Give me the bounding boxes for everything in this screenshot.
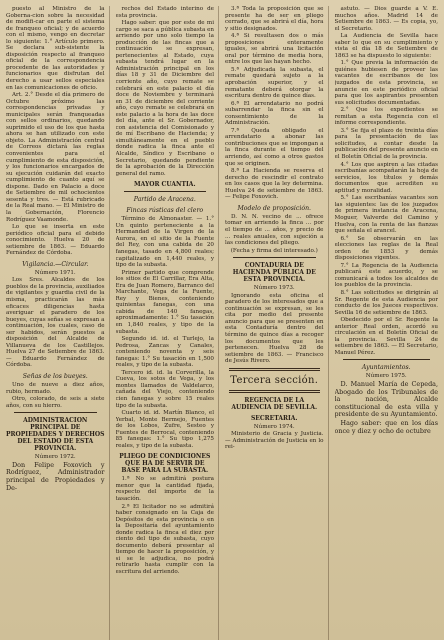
- divider: [233, 257, 316, 258]
- notice-number: Número 1975.: [365, 373, 407, 380]
- regencia-item: 8.° Las solicitudes se dirigirán al Sr. Regente de esta Audiencia por conducto de los Jueces respectivos. Sevilla 16 de setiembre de 1863.: [334, 289, 438, 316]
- regencia-closing: Obedecido por el Sr. Regente la anterior Real orden, acordó su circulación en el Boletín Oficial de la provincia. Sevilla 24 de setiembre de 1863. — El Secretario, Manuel Pérez.: [334, 317, 438, 356]
- divider: [229, 368, 320, 371]
- administration-continued: rechos del Estado interino de esta provincia.: [115, 6, 214, 19]
- section-heading-contaduria: CONTADURIA DE HACIENDA PÚBLICA DE ESTA PROVINCIA.: [232, 262, 316, 284]
- divider: [229, 390, 320, 393]
- regencia-item: 7.° La Regencia de la Audiencia publicará este acuerdo, y se comunicará a todos los alcaldes de los pueblos de la provincia.: [334, 262, 438, 289]
- regencia-item: 6.° Se observarán en las elecciones las reglas de la Real orden de 1853 y demás disposiciones vigentes.: [334, 235, 438, 262]
- description-item: Otro, colorado, de seis a siete años, con su hierro.: [6, 396, 105, 409]
- notice-number: Número 1974.: [253, 423, 295, 430]
- section-heading-modelo: Modelo de proposición.: [237, 204, 312, 212]
- decree-article-2: Art. 2.° Desde el día primero de Octubre próximo las correspondencias privadas y municipales serán franqueadas con sellos ordinarios, quedando suprimido el uso de los que hasta ahora se han utilizado con este objeto. La Administración central de Correos dictará las reglas convenientes para el cumplimiento de esta disposición, y los funcionarios encargados de su ejecución cuidarán del exacto cumplimiento de cuanto aquí se dispone. Dado en Palacio a doce de Setiembre de mil ochocientos sesenta y tres. — Está rubricado de la Real mano. — El Ministro de la Gobernación, Florencio Rodríguez Vaamonde.: [6, 92, 105, 223]
- section-heading-cuantia: MAYOR CUANTIA.: [133, 181, 196, 189]
- column-3: [225, 6, 329, 640]
- divider: [14, 412, 97, 413]
- section-heading-pliego: PLIEGO DE CONDICIONES QUE HA DE SERVIR DE BASE PARA LA SUBASTA.: [119, 453, 211, 475]
- ministry-notice: Ministerio de Gracia y Justicia. — Administración de Justicia en lo rei-: [225, 431, 324, 451]
- regencia-text: La Audiencia de Sevilla hace saber lo que en su cumplimiento y vista el día 18 de Setiembre de 1863 se ha dispuesto lo siguiente:: [334, 33, 438, 59]
- column-4: [335, 6, 439, 640]
- property-item: Cuarto id. id. Martín Blanco, el Yerbal, Monte Bermejo, Fuentes de los Lobos, Zufre, Sesteo y Fuentes de Berrocal, conteniendo 85 fanegas: 1.° Su tipo 1,275 reales, y tipo de la subasta.: [115, 410, 214, 449]
- condition-item: 7.ª Queda obligado el arrendatario a abonar las contribuciones que se impongan a la finca durante el tiempo del arriendo, así como a otros gastos que se originen.: [225, 127, 324, 167]
- regencia-item: 5.° Las escribanías vacantes son las siguientes: las de los juzgados de primera instancia de Aracena, Moguer, Valverde del Camino y Huelva, con la renta de las fianzas que señala el arancel.: [334, 195, 438, 235]
- administration-notice: Don Felipe Foxovich y Rodríguez, Administrador principal de Propiedades y De-: [6, 460, 105, 492]
- regencia-item: 2.° Que los expedientes se remitan a esta Regencia con el informe correspondiente.: [334, 107, 438, 127]
- auction-notice: Hago saber: que por este de mi cargo se saca a pública subasta en arriendo por uno solo tiempo la producción de las fincas que a continuación se expresan, pertenecientes al Estado, cuya subasta tendrá lugar en la Administración principal en los días 18 y 31 de Diciembre del corriente año, cuyo remate se celebrará en este palacio el día doce de Noviembre y terminará en 31 de diciembre del corriente año, cuyo remate se celebrará en este palacio a la hora de las doce del día, ante el Sr. Gobernador, con asistencia del Comisionado y de mí Escribano de Hacienda; y simultáneamente en el pueblo donde radica la finca ante el Alcalde, Síndico y Escribano o Secretario, quedando pendiente de la aprobación de la Dirección general del ramo.: [115, 20, 215, 177]
- decree-text: puesto al Ministro de la Goberna-cion sobre la necesidad de modifi-car en parte el sistema de franqueo oficial; y de acuerdo con el mismo, vengo en decretar lo siguiente: 1.° Artículo primero. Se declara sub-sistente la disposición respecto al franqueo oficial de la correspondencia procedente de las autoridades y funcionarios que disfrutan del derecho a usar sellos especiales en las comunicaciones de oficio.: [6, 6, 105, 91]
- column-1: [6, 6, 110, 640]
- model-proposal: D. N. N. vecino de ... ofrece tomar en arriendo la finca ... por el tiempo de ... años, y precio de ... reales anuales, con sujeción a las condiciones del pliego.: [225, 213, 324, 247]
- section-heading-partido: Partido de Aracena.: [133, 196, 196, 204]
- condition-item: 8.ª La Hacienda se reserva el derecho de rescindir el contrato en los casos que la ley determina. Huelva 24 de setiembre de 1863. — Felipe Foxovich.: [225, 168, 324, 201]
- signature-note: (Fecha y firma del interesado.): [230, 247, 318, 254]
- notice-number: Número 1972.: [34, 454, 76, 461]
- mayor-notice-continued: Hago saber: que en los días once y diez y ocho de octubre: [334, 418, 438, 435]
- description-item: Uno de nueve a diez años, rubio, hermado.: [6, 381, 105, 395]
- divider: [343, 359, 431, 360]
- section-heading-tercera: Tercera sección.: [230, 374, 319, 386]
- property-item: Tercero id. id. la Corverilla, la Cueva, los sotos de Vega, y los montes llamados de Valdelarco, cañada del Viejo, conteniendo cien fanegas y sobre 15 reales tipo de la subasta.: [115, 369, 214, 409]
- condition-item: 3.ª Toda la proposición que se presente ha de ser en pliego cerrado, que se abrirá el día, hora y sitio designados.: [225, 6, 324, 32]
- notice-number: Número 1971.: [34, 269, 76, 276]
- divider: [124, 191, 207, 192]
- condition-item: 5.ª Adjudicada la subasta, el remate quedará sujeto a la aprobación superior, y el rematante deberá otorgar la escritura dentro de quince días.: [225, 66, 324, 100]
- regencia-text: astuto. — Dios guarde a V. E. muchos años. Madrid 14 de Setiembre de 1863. — Es copia, yo, el Secretario.: [334, 6, 438, 32]
- property-item: Término de Almonaster. — 1.° Un quinto perteneciente a la Hermandad de la Virgen de la Aurora, en el sitio de la Fuente del Rey, con una cabida de 20 fanegas, tasado en 4,800 reales; capitalizado en 1,440 reales, y tipo de la subasta.: [115, 216, 214, 269]
- notice-number: Número 1973.: [253, 285, 295, 292]
- section-heading-senas: Señas de los bueyes.: [22, 372, 88, 380]
- section-heading-administracion: ADMINISTRACION PRINCIPAL DE PROPIEDADES Y DERECHOS DEL ESTADO DE ESTA PROVINCIA.: [6, 417, 105, 453]
- property-item: Primer partido que comprende los sitios de El Carrillar, Era Alta, Era de Juan Romero, Barranco del Marchante, Vega de la Fuente, Rey y Bienes, conteniendo quinientas fanegas, con una cabida de 140 fanegas, aproximadamente: 1.° Su tasación en 1,840 reales, y tipo de la subasta.: [115, 269, 214, 335]
- section-heading-vigilancia: Vigilancia.—Circular.: [22, 260, 89, 268]
- property-item: Segundo id. id. el Turlejo, la Pedrosa, Zancas y Canales, conteniendo noventa y seis fanegas: 1.° Su tasación en 1,500 reales, y tipo de la subasta.: [115, 336, 214, 369]
- column-grid: [6, 6, 438, 640]
- condition-item: 6.ª El arrendatario no podrá subarrendar la finca sin el consentimiento de la Administración.: [225, 100, 324, 127]
- section-heading-secretaria: SECRETARIA.: [250, 414, 298, 422]
- section-heading-regencia: REGENCIA DE LA AUDIENCIA DE SEVILLA.: [231, 396, 318, 411]
- condition-item: 2.ª El licitador no se admitirá haber consignado en la Caja de Depósitos de esta provincia o en la Depositaría del ayuntamiento donde radica la finca el diez por ciento del tipo de subasta, cuyo documento deberá presentar al tiempo de hacer la proposición, y si se le adjudica, no podrá retirarlo hasta cumplir con la escritura del arriendo.: [115, 503, 214, 576]
- regencia-item: 1.° Que previa la información de quiénes hubiesen de proveer las vacantes de escribanos de los juzgados de esta provincia, se anuncie en este periódico oficial para que los aspirantes presenten sus solicitudes documentadas.: [334, 60, 438, 106]
- regencia-item: 3.° Se fija el plazo de treinta días para la presentación de las solicitudes, a contar desde la publicación del presente anuncio en el Boletín Oficial de la provincia.: [334, 127, 438, 161]
- contaduria-notice: Ignorando esta oficina el paradero de los interesados que a continuación se expresan, se les cita por medio del presente anuncio para que se presenten en esta Contaduría dentro del término de quince días a recoger los documentos que les pertenecen. Huelva 28 de setiembre de 1863. — Francisco de Jesús Rivero.: [225, 292, 324, 365]
- mayor-notice: D. Manuel María de Cepeda, Abogado de los Tribunales de la nación, Alcalde constitucional de esta villa y presidente de su Ayuntamiento.: [334, 379, 438, 419]
- condition-item: 1.ª No se admitirá postura menor que la cantidad fijada, respecto del importe de la tasación.: [115, 476, 214, 502]
- decree-publication: Lo que se inserta en este periódico oficial para el debido conocimiento. Huelva 20 de setiembre de 1863. — Eduardo Fernández de Córdoba.: [6, 224, 105, 257]
- section-heading-ayuntamientos: Ayuntamientos.: [361, 364, 411, 372]
- section-heading-fincas: Fincas rústicas del clero: [126, 207, 204, 215]
- condition-item: 4.ª Si resultasen dos o más proposiciones enteramente iguales, se abrirá una licitación oral por término de media hora, entre los que las hayan hecho.: [225, 33, 324, 66]
- regencia-item: 4.° Los que aspiren a las citadas escribanías acompañarán la hoja de servicios, los títulos y demás documentos que acrediten su aptitud y moralidad.: [334, 161, 438, 194]
- vigilance-notice: Los Sres. Alcaldes de los pueblos de la provincia, auxiliados de vigilantes y guardia civil de la misma, practicarán las más eficaces diligencias hasta averiguar el paradero de los bueyes, cuyas señas se expresan a continuación, los cuales, caso de ser habidos, serán puestos a disposición del Alcalde de Villanueva de los Castillejos. Huelva 27 de Setiembre de 1863. — Eduardo Fernández de Córdoba.: [6, 277, 105, 369]
- column-2: [116, 6, 220, 640]
